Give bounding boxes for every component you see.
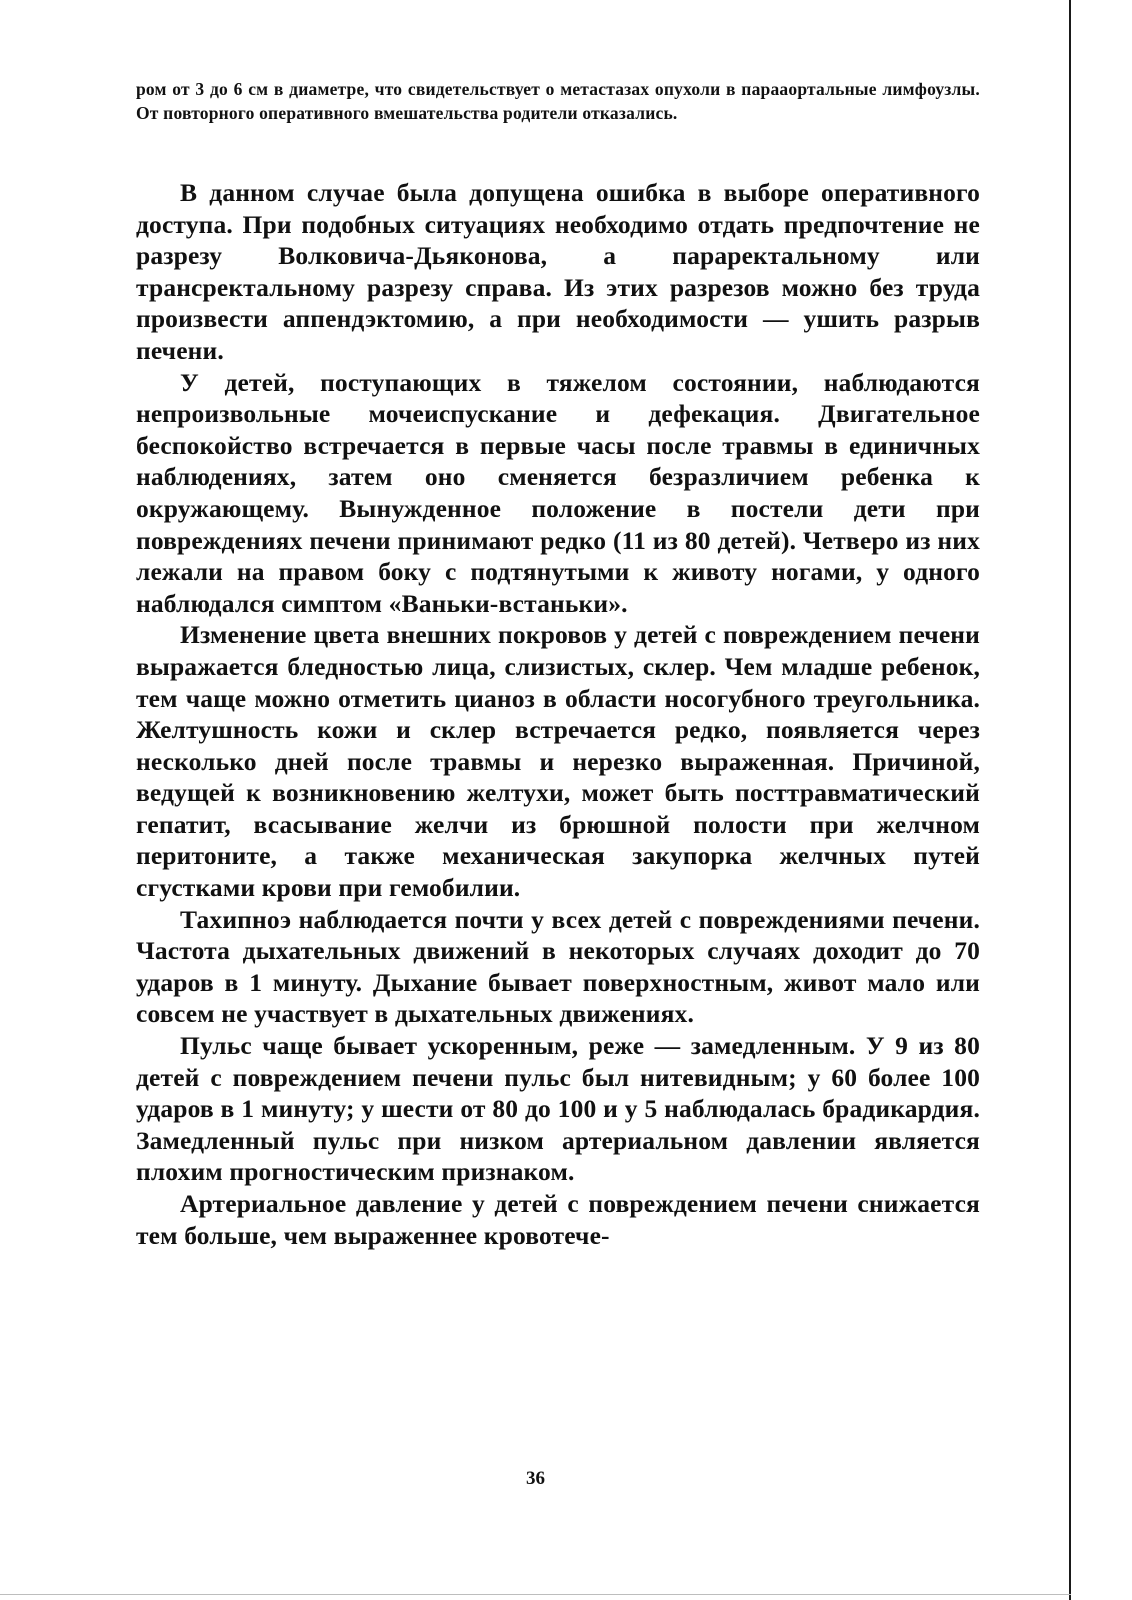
paragraph-skin-color: Изменение цвета внешних покровов у детей с повреждением печени выражается бледностью лица, слизистых, склер. Чем младше ребенок, тем чаще можно отметить цианоз в области носогубного треугольника. Желтушность кожи и склер встречается редко, появляется через несколько дней после травмы и нерезко выраженная. Причиной, ведущей к возникновению желтухи, может быть посттравматический гепатит, всасывание желчи из брюшной полости при желчном перитоните, а также механическая закупорка желчных путей сгустками крови при гемобилии.	[136, 620, 980, 903]
main-text-block	[136, 177, 980, 1251]
bottom-edge-line	[0, 1594, 1071, 1595]
footnote-block	[136, 78, 980, 125]
paragraph-tachypnea: Тахипноэ наблюдается почти у всех детей с повреждениями печени. Частота дыхательных движений в некоторых случаях доходит до 70 ударов в 1 минуту. Дыхание бывает поверхностным, живот мало или совсем не участвует в дыхательных движениях.	[136, 904, 980, 1029]
paragraph-pulse: Пульс чаще бывает ускоренным, реже — замедленным. У 9 из 80 детей с повреждением печени пульс был нитевидным; у 60 более 100 ударов в 1 минуту; у шести от 80 до 100 и у 5 наблюдалась брадикардия. Замедленный пульс при низком артериальном давлении является плохим прогностическим признаком.	[136, 1031, 980, 1187]
paragraph-surgical-access: В данном случае была допущена ошибка в выборе оперативного доступа. При подобных ситуациях необходимо отдать предпочтение не разрезу Волковича-Дьяконова, а параректальному или трансректальному разрезу справа. Из этих разрезов можно без труда произвести аппендэктомию, а при необходимости — ушить разрыв печени.	[136, 178, 980, 365]
footnote-text: ром от 3 до 6 см в диаметре, что свидетельствует о метастазах опухоли в парааортальные лимфоузлы. От повторного оперативного вмешательства родители отказались.	[136, 79, 980, 123]
paragraph-child-condition: У детей, поступающих в тяжелом состоянии, наблюдаются непроизвольные мочеиспускание и дефекация. Двигательное беспокойство встречается в первые часы после травмы в единичных наблюдениях, затем оно сменяется безразличием ребенка к окружающему. Вынужденное положение в постели дети при повреждениях печени принимают редко (11 из 80 детей). Четверо из них лежали на правом боку с подтянутыми к животу ногами, у одного наблюдался симптом «Ваньки-встаньки».	[136, 367, 980, 618]
page-number: 36	[526, 1468, 545, 1489]
page-edge-line	[1069, 0, 1071, 1600]
paragraph-blood-pressure: Артериальное давление у детей с повреждением печени снижается тем больше, чем выраженнее кровотече-	[136, 1189, 980, 1250]
